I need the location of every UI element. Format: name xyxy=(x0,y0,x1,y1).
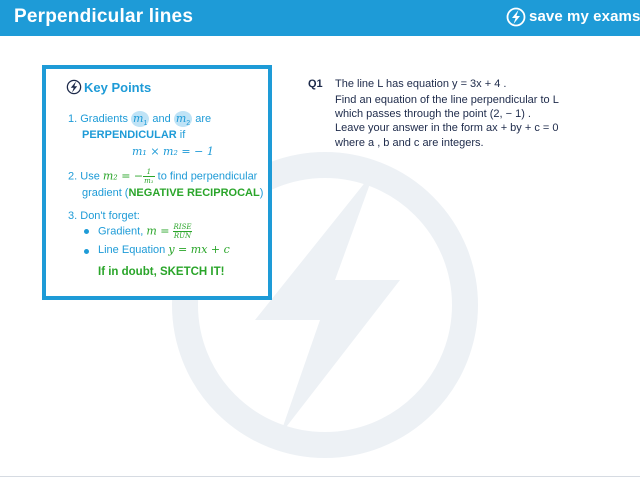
question-line-5: where a , b and c are integers. xyxy=(335,137,484,149)
point-1-number: 1. xyxy=(68,113,78,125)
fraction-denominator: m₁ xyxy=(144,177,154,185)
reciprocal-fraction xyxy=(143,168,154,185)
point-1-are: are xyxy=(195,113,212,125)
line-equation-formula: y = mx + c xyxy=(168,243,230,256)
m2-subscript: 2 xyxy=(186,120,191,128)
m2-symbol: m xyxy=(175,112,187,125)
gradient-formula-lhs: m = xyxy=(146,224,170,238)
point-2-use: Use xyxy=(80,170,100,183)
bullet-dot xyxy=(84,229,89,234)
negative-reciprocal-label: NEGATIVE RECIPROCAL xyxy=(128,187,260,199)
rise-run-fraction xyxy=(173,223,193,240)
point-2-close-paren: ) xyxy=(259,187,264,199)
fraction-numerator: 1 xyxy=(143,168,154,177)
question-line-1: The line L has equation y = 3x + 4 . xyxy=(335,78,507,90)
perpendicular-label: PERPENDICULAR xyxy=(82,129,177,141)
point-2-text: to find perpendicular xyxy=(157,170,258,183)
gradient-bullet xyxy=(98,223,192,240)
point-2-line-2 xyxy=(82,187,263,199)
key-points-box xyxy=(42,65,272,300)
question-line-2: Find an equation of the line perpendicular to L xyxy=(335,94,559,106)
point-1-and: and xyxy=(152,113,171,125)
bottom-divider xyxy=(0,476,640,477)
question-line-3: which passes through the point (2, − 1) . xyxy=(335,108,531,120)
product-formula: m₁ × m₂ = − 1 xyxy=(132,145,214,158)
point-3-line xyxy=(68,210,140,222)
bullet-dot xyxy=(84,249,89,254)
question-line-4: Leave your answer in the form ax + by + c = 0 xyxy=(335,122,559,134)
m2-highlight xyxy=(174,111,192,127)
m1-symbol: m xyxy=(133,112,144,125)
point-1-line-1 xyxy=(68,112,211,127)
gradient-label: Gradient, xyxy=(98,225,144,238)
m1-subscript: 1 xyxy=(143,120,148,128)
point-1-text: Gradients xyxy=(80,113,128,125)
reciprocal-formula-lhs: m₂ = − xyxy=(102,169,144,183)
brand-name: save my exams xyxy=(529,8,640,25)
point-2-number: 2. xyxy=(68,170,78,183)
page-title: Perpendicular lines xyxy=(14,6,194,27)
point-3-number: 3. xyxy=(68,210,78,222)
point-1-if: if xyxy=(179,129,186,141)
point-1-line-2 xyxy=(82,129,185,141)
header-bar xyxy=(0,0,640,36)
rise-text: RISE xyxy=(173,223,192,231)
line-equation-label: Line Equation xyxy=(98,244,166,256)
m1-highlight xyxy=(131,111,149,127)
lightning-bolt-icon xyxy=(66,79,82,95)
run-text: RUN xyxy=(173,232,192,240)
sketch-it-tip: If in doubt, SKETCH IT! xyxy=(98,266,225,278)
point-2-gradient-text: gradient ( xyxy=(82,187,129,199)
lightning-bolt-icon xyxy=(506,7,526,27)
question-label: Q1 xyxy=(308,78,323,90)
point-3-label: Don't forget: xyxy=(80,210,140,222)
line-equation-bullet xyxy=(98,243,230,256)
point-2-line-1 xyxy=(68,168,257,185)
key-points-title: Key Points xyxy=(84,80,152,95)
